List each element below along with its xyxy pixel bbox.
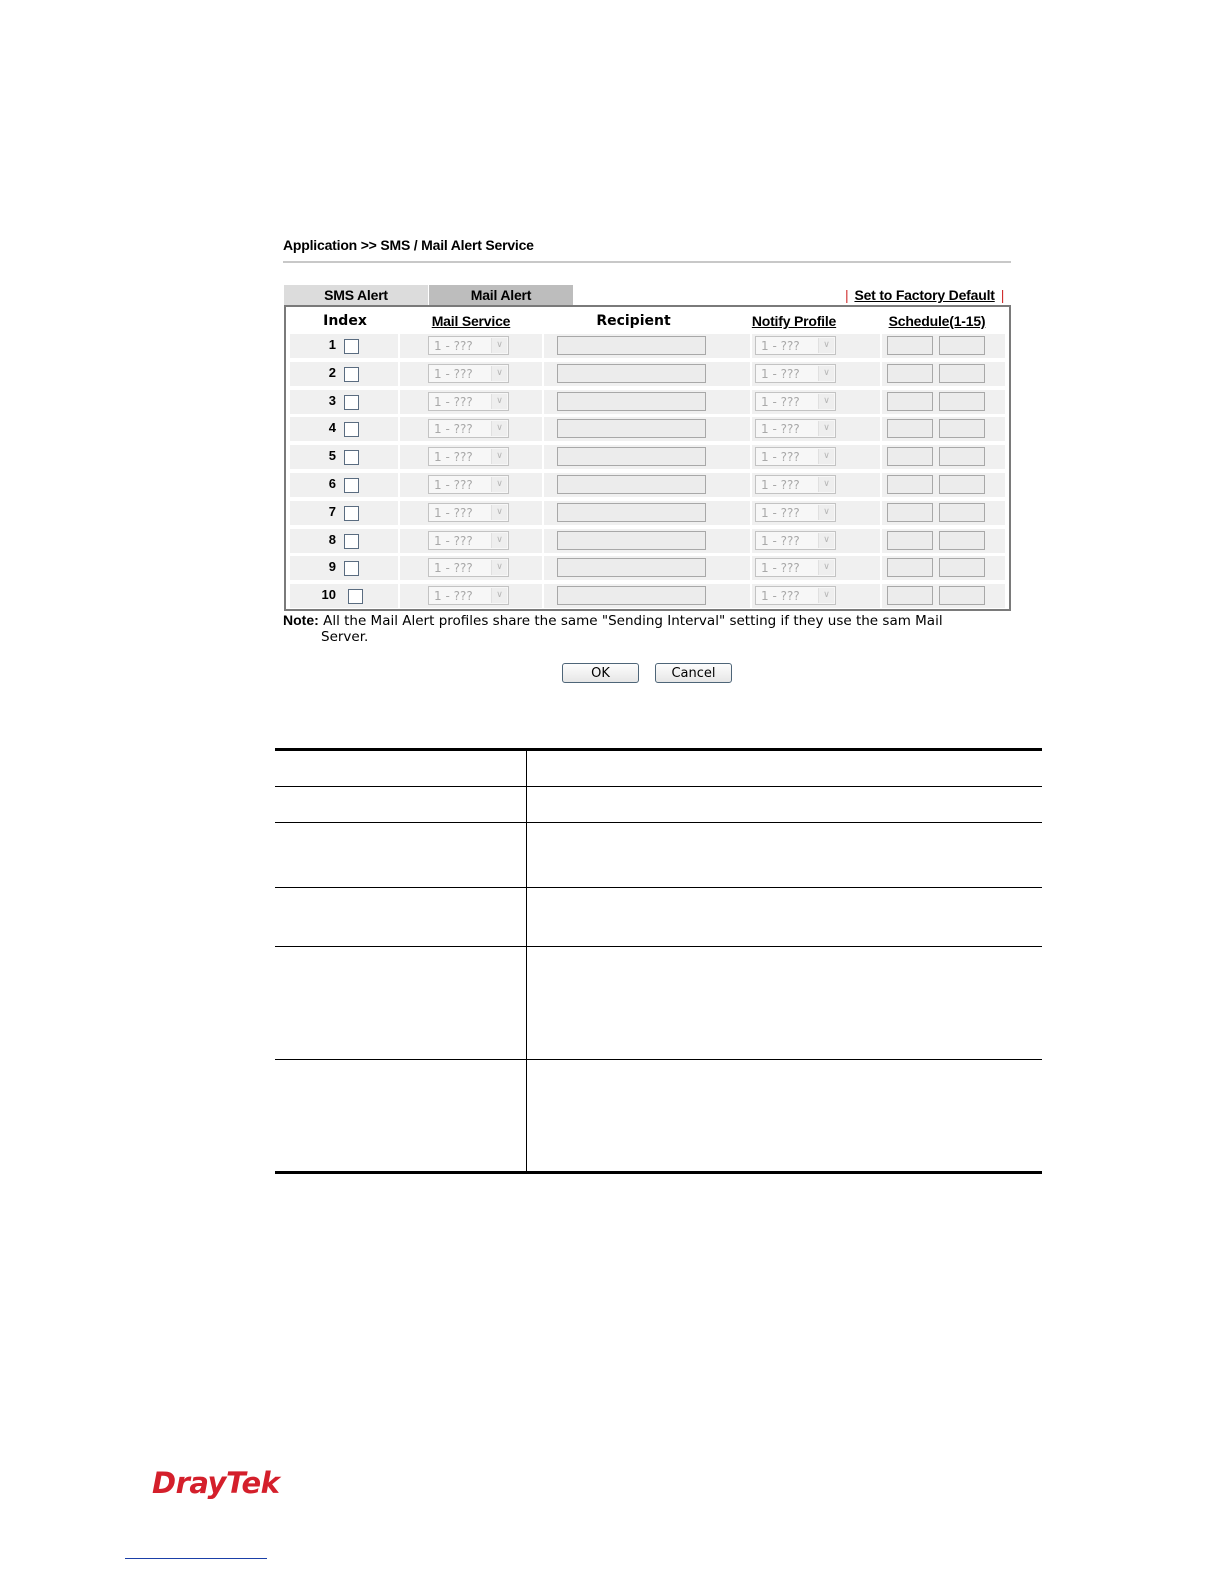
schedule-input-2[interactable] [939, 503, 985, 522]
table-rule [275, 1059, 1042, 1060]
draytek-logo: DrayTek [152, 1466, 280, 1500]
mail-service-select-value: 1 - ??? [434, 450, 473, 464]
enable-checkbox[interactable] [344, 506, 359, 521]
schedule-input-1[interactable] [887, 475, 933, 494]
separator: | [1000, 287, 1005, 303]
schedule-input-1[interactable] [887, 586, 933, 605]
recipient-input[interactable] [557, 336, 706, 355]
chevron-down-icon: ∨ [491, 338, 507, 353]
chevron-down-icon: ∨ [491, 394, 507, 409]
mail-service-select-value: 1 - ??? [434, 478, 473, 492]
recipient-input[interactable] [557, 586, 706, 605]
enable-checkbox[interactable] [344, 395, 359, 410]
row-index: 10 [321, 587, 336, 602]
mail-service-select-value: 1 - ??? [434, 506, 473, 520]
notify-profile-select[interactable] [755, 419, 836, 438]
column-header-mail-service[interactable]: Mail Service [431, 313, 511, 329]
schedule-input-2[interactable] [939, 419, 985, 438]
chevron-down-icon: ∨ [818, 449, 834, 464]
cell-divider [542, 362, 544, 386]
enable-checkbox[interactable] [344, 367, 359, 382]
footer-rule [125, 1558, 267, 1559]
cell-divider [750, 362, 752, 386]
mail-service-select-value: 1 - ??? [434, 534, 473, 548]
enable-checkbox[interactable] [344, 478, 359, 493]
row-index: 4 [328, 420, 336, 435]
table-rule [275, 1171, 1042, 1174]
table-row [290, 362, 1005, 386]
mail-service-select[interactable] [428, 336, 509, 355]
cell-divider [542, 390, 544, 414]
table-row [290, 501, 1005, 525]
table-row [290, 529, 1005, 553]
cell-divider [880, 334, 882, 358]
cell-divider [750, 529, 752, 553]
cell-divider [880, 584, 882, 608]
cell-divider [750, 445, 752, 469]
table-rule [275, 822, 1042, 823]
cell-divider [398, 445, 400, 469]
enable-checkbox[interactable] [344, 422, 359, 437]
mail-service-select[interactable] [428, 586, 509, 605]
mail-service-select-value: 1 - ??? [434, 339, 473, 353]
chevron-down-icon: ∨ [491, 477, 507, 492]
chevron-down-icon: ∨ [818, 366, 834, 381]
table-rule [275, 946, 1042, 947]
cell-divider [880, 473, 882, 497]
schedule-input-1[interactable] [887, 336, 933, 355]
cell-divider [542, 501, 544, 525]
notify-profile-select-value: 1 - ??? [761, 534, 800, 548]
tab-mail-alert[interactable]: Mail Alert [429, 285, 573, 305]
schedule-input-2[interactable] [939, 336, 985, 355]
chevron-down-icon: ∨ [491, 588, 507, 603]
mail-service-select-value: 1 - ??? [434, 422, 473, 436]
schedule-input-1[interactable] [887, 364, 933, 383]
mail-alert-table [284, 305, 1011, 611]
mail-service-select[interactable] [428, 419, 509, 438]
chevron-down-icon: ∨ [818, 338, 834, 353]
cell-divider [750, 390, 752, 414]
recipient-input[interactable] [557, 447, 706, 466]
chevron-down-icon: ∨ [491, 533, 507, 548]
chevron-down-icon: ∨ [818, 560, 834, 575]
schedule-input-2[interactable] [939, 586, 985, 605]
table-rule [275, 887, 1042, 888]
cell-divider [398, 334, 400, 358]
notify-profile-select-value: 1 - ??? [761, 561, 800, 575]
cell-divider [880, 445, 882, 469]
table-rule [275, 786, 1042, 787]
cell-divider [398, 501, 400, 525]
schedule-input-1[interactable] [887, 392, 933, 411]
schedule-input-1[interactable] [887, 503, 933, 522]
chevron-down-icon: ∨ [491, 505, 507, 520]
table-row [290, 584, 1005, 608]
chevron-down-icon: ∨ [818, 505, 834, 520]
chevron-down-icon: ∨ [818, 477, 834, 492]
recipient-input[interactable] [557, 503, 706, 522]
schedule-input-2[interactable] [939, 531, 985, 550]
recipient-input[interactable] [557, 364, 706, 383]
enable-checkbox[interactable] [348, 589, 363, 604]
recipient-input[interactable] [557, 531, 706, 550]
table-rule [275, 748, 1042, 751]
recipient-input[interactable] [557, 419, 706, 438]
mail-service-select[interactable] [428, 503, 509, 522]
schedule-input-2[interactable] [939, 447, 985, 466]
cell-divider [398, 417, 400, 441]
recipient-input[interactable] [557, 392, 706, 411]
notify-profile-select[interactable] [755, 447, 836, 466]
notify-profile-select-value: 1 - ??? [761, 395, 800, 409]
mail-service-select-value: 1 - ??? [434, 561, 473, 575]
mail-service-select[interactable] [428, 475, 509, 494]
cell-divider [880, 417, 882, 441]
notify-profile-select[interactable] [755, 531, 836, 550]
column-header-notify-profile[interactable]: Notify Profile [751, 313, 837, 329]
column-header-recipient: Recipient [596, 313, 671, 329]
schedule-input-1[interactable] [887, 419, 933, 438]
chevron-down-icon: ∨ [818, 394, 834, 409]
row-index: 3 [328, 393, 336, 408]
notify-profile-select-value: 1 - ??? [761, 589, 800, 603]
cell-divider [750, 417, 752, 441]
note-text-line2: Server. [321, 629, 369, 645]
cell-divider [542, 556, 544, 580]
page-title: Application >> SMS / Mail Alert Service [283, 237, 534, 253]
note-text-line1: All the Mail Alert profiles share the same "Sending Interval" setting if they use the sam Mail [323, 613, 943, 629]
schedule-input-2[interactable] [939, 364, 985, 383]
cell-divider [750, 556, 752, 580]
notify-profile-select[interactable] [755, 392, 836, 411]
schedule-input-2[interactable] [939, 558, 985, 577]
cell-divider [398, 556, 400, 580]
cell-divider [398, 529, 400, 553]
row-index: 6 [328, 476, 336, 491]
schedule-input-2[interactable] [939, 475, 985, 494]
row-index: 2 [328, 365, 336, 380]
cell-divider [750, 501, 752, 525]
column-header-schedule[interactable]: Schedule(1-15) [888, 313, 986, 329]
table-row [290, 334, 1005, 358]
chevron-down-icon: ∨ [491, 366, 507, 381]
notify-profile-select-value: 1 - ??? [761, 450, 800, 464]
cell-divider [398, 390, 400, 414]
tab-sms-alert[interactable]: SMS Alert [284, 285, 428, 305]
chevron-down-icon: ∨ [818, 421, 834, 436]
table-column-divider [526, 750, 527, 1172]
mail-service-select[interactable] [428, 392, 509, 411]
row-index: 1 [328, 337, 336, 352]
column-header-index: Index [323, 313, 367, 329]
table-row [290, 473, 1005, 497]
cell-divider [880, 362, 882, 386]
separator: | [845, 287, 849, 303]
table-row [290, 445, 1005, 469]
cell-divider [542, 334, 544, 358]
notify-profile-select-value: 1 - ??? [761, 478, 800, 492]
cell-divider [880, 501, 882, 525]
row-index: 7 [328, 504, 336, 519]
mail-service-select-value: 1 - ??? [434, 589, 473, 603]
note [283, 612, 1003, 645]
mail-service-select[interactable] [428, 558, 509, 577]
cell-divider [750, 584, 752, 608]
chevron-down-icon: ∨ [491, 560, 507, 575]
notify-profile-select-value: 1 - ??? [761, 422, 800, 436]
cell-divider [398, 584, 400, 608]
enable-checkbox[interactable] [344, 339, 359, 354]
schedule-input-1[interactable] [887, 558, 933, 577]
cell-divider [398, 362, 400, 386]
notify-profile-select[interactable] [755, 336, 836, 355]
recipient-input[interactable] [557, 475, 706, 494]
enable-checkbox[interactable] [344, 561, 359, 576]
cell-divider [542, 473, 544, 497]
notify-profile-select-value: 1 - ??? [761, 506, 800, 520]
notify-profile-select[interactable] [755, 503, 836, 522]
notify-profile-select-value: 1 - ??? [761, 367, 800, 381]
table-row [290, 390, 1005, 414]
row-index: 8 [328, 532, 336, 547]
cell-divider [750, 334, 752, 358]
mail-service-select[interactable] [428, 364, 509, 383]
notify-profile-select[interactable] [755, 558, 836, 577]
ok-button[interactable]: OK [562, 663, 639, 683]
schedule-input-2[interactable] [939, 392, 985, 411]
mail-service-select[interactable] [428, 447, 509, 466]
set-factory-default-link[interactable]: Set to Factory Default [854, 287, 995, 303]
cell-divider [880, 556, 882, 580]
enable-checkbox[interactable] [344, 450, 359, 465]
row-index: 5 [328, 448, 336, 463]
chevron-down-icon: ∨ [818, 533, 834, 548]
cell-divider [542, 584, 544, 608]
recipient-input[interactable] [557, 558, 706, 577]
title-divider [283, 261, 1011, 263]
cell-divider [542, 445, 544, 469]
notify-profile-select[interactable] [755, 586, 836, 605]
row-index: 9 [328, 559, 336, 574]
cell-divider [398, 473, 400, 497]
cell-divider [750, 473, 752, 497]
table-row [290, 556, 1005, 580]
mail-service-select[interactable] [428, 531, 509, 550]
table-row [290, 417, 1005, 441]
chevron-down-icon: ∨ [818, 588, 834, 603]
schedule-input-1[interactable] [887, 531, 933, 550]
cell-divider [542, 417, 544, 441]
mail-service-select-value: 1 - ??? [434, 367, 473, 381]
notify-profile-select-value: 1 - ??? [761, 339, 800, 353]
cell-divider [542, 529, 544, 553]
note-label: Note: [283, 612, 319, 628]
chevron-down-icon: ∨ [491, 449, 507, 464]
notify-profile-select[interactable] [755, 475, 836, 494]
schedule-input-1[interactable] [887, 447, 933, 466]
factory-default-group [845, 285, 1004, 305]
cell-divider [880, 529, 882, 553]
mail-service-select-value: 1 - ??? [434, 395, 473, 409]
cancel-button[interactable]: Cancel [655, 663, 732, 683]
cell-divider [880, 390, 882, 414]
chevron-down-icon: ∨ [491, 421, 507, 436]
notify-profile-select[interactable] [755, 364, 836, 383]
enable-checkbox[interactable] [344, 534, 359, 549]
